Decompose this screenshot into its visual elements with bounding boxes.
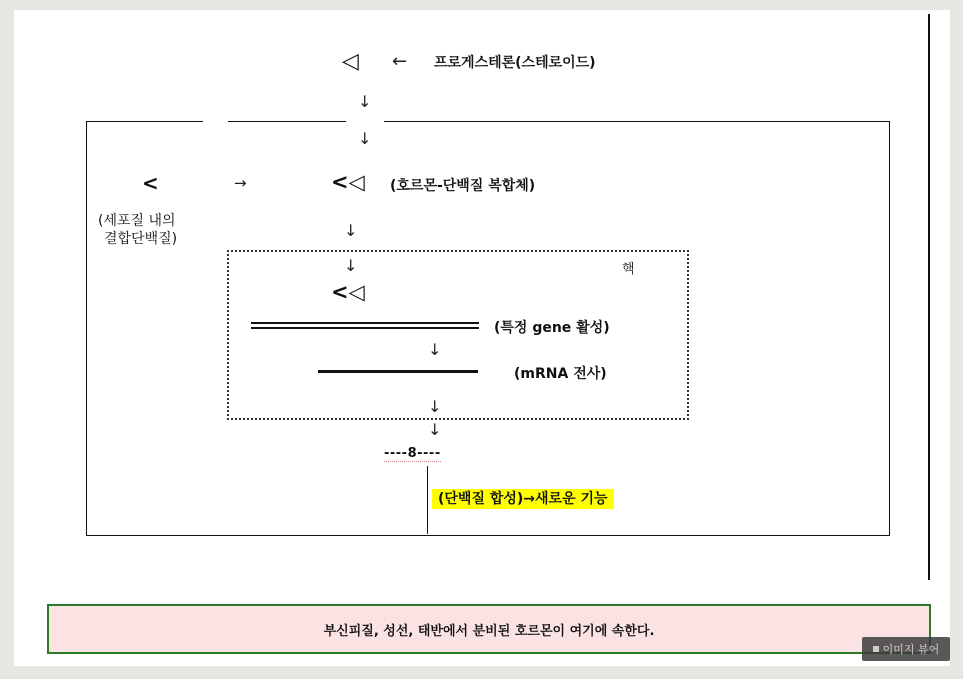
down-arrow-4: ↓ bbox=[344, 256, 358, 275]
nuclear-complex-symbol: <◁ bbox=[331, 280, 365, 304]
complex-label: (호르몬-단백질 복합체) bbox=[390, 178, 536, 194]
result-highlight: (단백질 합성)→새로운 기능 bbox=[432, 489, 614, 509]
note-text: 부신피질, 성선, 태반에서 분비된 호르몬이 여기에 속한다. bbox=[323, 623, 655, 639]
image-viewer-button[interactable] bbox=[862, 637, 950, 661]
down-arrow-7: ↓ bbox=[428, 420, 442, 439]
hormone-label: 프로게스테론(스테로이드) bbox=[434, 55, 596, 71]
down-arrow-2: ↓ bbox=[358, 129, 372, 148]
dna-strand-top bbox=[251, 322, 479, 324]
nucleus-label: 핵 bbox=[622, 262, 635, 277]
hormone-arrow: ← bbox=[392, 51, 408, 72]
gene-label: (특정 gene 활성) bbox=[494, 320, 610, 336]
ribosome-label: ----8---- bbox=[384, 446, 441, 461]
dna-strand-bottom bbox=[251, 327, 479, 329]
membrane-gap-left bbox=[203, 119, 228, 124]
hormone-symbol: ◁ bbox=[342, 49, 359, 74]
receptor-label-line2: 결합단백질) bbox=[104, 231, 178, 247]
down-arrow-1: ↓ bbox=[358, 92, 372, 111]
down-arrow-3: ↓ bbox=[344, 221, 358, 240]
mrna-label: (mRNA 전사) bbox=[514, 366, 607, 382]
result-label bbox=[432, 488, 614, 508]
image-viewer-icon bbox=[873, 646, 879, 652]
receptor-symbol: < bbox=[142, 171, 159, 195]
down-arrow-5: ↓ bbox=[428, 340, 442, 359]
receptor-label-line1: (세포질 내의 bbox=[98, 213, 176, 229]
nucleus-membrane bbox=[227, 250, 689, 420]
note-box bbox=[47, 604, 931, 654]
membrane-gap-entry bbox=[346, 119, 384, 124]
page-margin-line bbox=[928, 14, 930, 580]
mrna-strand bbox=[318, 370, 478, 373]
complex-symbol: <◁ bbox=[331, 170, 365, 194]
protein-line bbox=[427, 466, 428, 534]
binding-arrow: → bbox=[234, 174, 247, 192]
down-arrow-6: ↓ bbox=[428, 397, 442, 416]
image-viewer-label: 이미지 뷰어 bbox=[882, 643, 940, 656]
